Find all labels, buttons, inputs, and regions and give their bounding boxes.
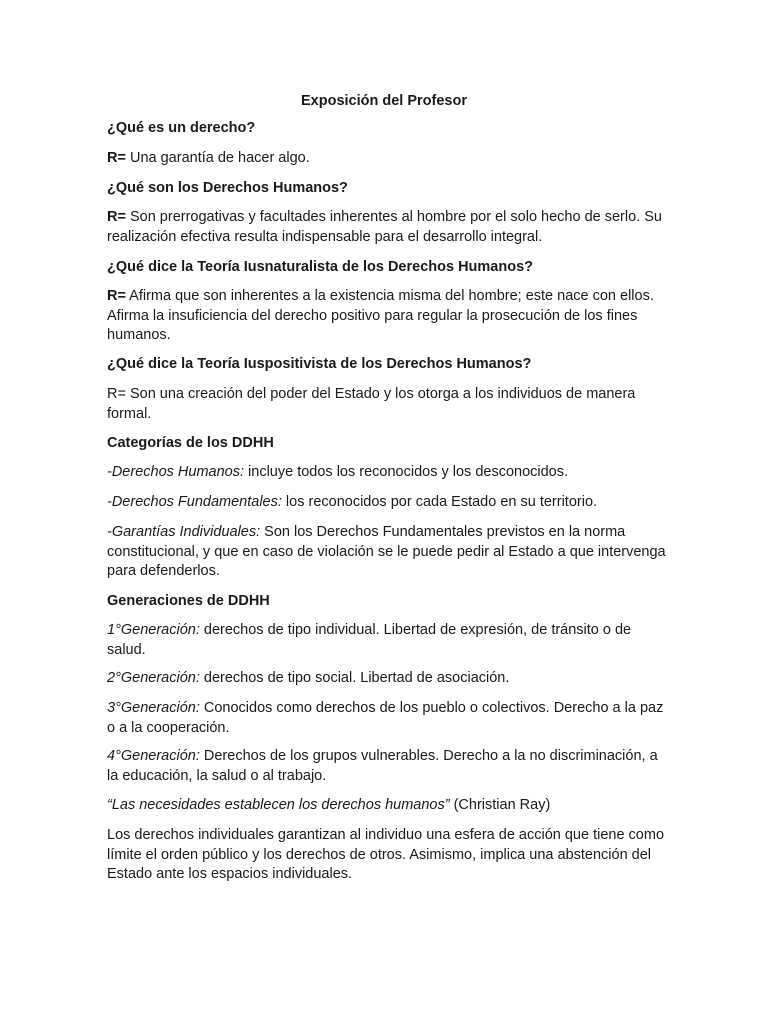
generation-text: derechos de tipo individual. Libertad de expresión, de tránsito o de salud. bbox=[107, 622, 632, 658]
generation-item bbox=[107, 699, 667, 738]
answer-2-text: Son prerrogativas y facultades inherentes al hombre por el solo hecho de serlo. Su realización efectiva resulta indispensable para el desarrollo integral. bbox=[107, 209, 662, 245]
category-item bbox=[107, 463, 667, 483]
generation-item bbox=[107, 747, 667, 786]
answer-1-text: Una garantía de hacer algo. bbox=[125, 150, 310, 166]
generation-item bbox=[107, 621, 667, 660]
answer-3 bbox=[107, 287, 667, 346]
category-item bbox=[107, 523, 667, 582]
answer-2 bbox=[107, 208, 667, 247]
question-2: ¿Qué son los Derechos Humanos? bbox=[107, 180, 348, 196]
category-term: -Derechos Fundamentales: bbox=[107, 494, 282, 510]
quote bbox=[107, 796, 667, 816]
answer-1 bbox=[107, 149, 667, 169]
generation-text: Conocidos como derechos de los pueblo o colectivos. Derecho a la paz o a la cooperación. bbox=[107, 700, 664, 736]
question-3: ¿Qué dice la Teoría Iusnaturalista de los Derechos Humanos? bbox=[107, 259, 533, 275]
category-term: -Derechos Humanos: bbox=[107, 464, 244, 480]
category-term: -Garantías Individuales: bbox=[107, 524, 261, 540]
category-text: incluye todos los reconocidos y los desconocidos. bbox=[244, 464, 569, 480]
generations-heading: Generaciones de DDHH bbox=[107, 593, 270, 609]
category-text: los reconocidos por cada Estado en su territorio. bbox=[281, 494, 598, 510]
question-4: ¿Qué dice la Teoría Iuspositivista de los Derechos Humanos? bbox=[107, 356, 532, 372]
category-item bbox=[107, 493, 667, 513]
closing-paragraph: Los derechos individuales garantizan al individuo una esfera de acción que tiene como límite el orden público y los derechos de otros. Asimismo, implica una abstención del Estado ante los espacios individuales. bbox=[107, 827, 665, 883]
generation-term: 4°Generación: bbox=[107, 748, 200, 764]
generation-item bbox=[107, 669, 667, 689]
answer-2-label: R= bbox=[107, 209, 126, 225]
generation-text: Derechos de los grupos vulnerables. Derecho a la no discriminación, a la educación, la salud o al trabajo. bbox=[107, 748, 658, 784]
page-title: Exposición del Profesor bbox=[301, 93, 467, 109]
generation-term: 2°Generación: bbox=[107, 670, 200, 686]
answer-4: R= Son una creación del poder del Estado y los otorga a los individuos de manera formal. bbox=[107, 386, 636, 422]
quote-text: “Las necesidades establecen los derechos humanos” bbox=[107, 797, 450, 813]
question-1: ¿Qué es un derecho? bbox=[107, 120, 256, 136]
generation-term: 1°Generación: bbox=[107, 622, 200, 638]
generation-term: 3°Generación: bbox=[107, 700, 200, 716]
answer-3-label: R= bbox=[107, 288, 126, 304]
answer-3-text: Afirma que son inherentes a la existencia misma del hombre; este nace con ellos. Afirma la insuficiencia del derecho positivo para regular la prosecución de los fines humanos. bbox=[107, 288, 654, 344]
categories-heading: Categorías de los DDHH bbox=[107, 435, 274, 451]
category-text: Son los Derechos Fundamentales previstos en la norma constitucional, y que en caso de violación se le puede pedir al Estado a que intervenga para defenderlos. bbox=[107, 524, 666, 580]
quote-author: (Christian Ray) bbox=[449, 797, 551, 813]
generation-text: derechos de tipo social. Libertad de asociación. bbox=[199, 670, 510, 686]
answer-1-label: R= bbox=[107, 150, 126, 166]
